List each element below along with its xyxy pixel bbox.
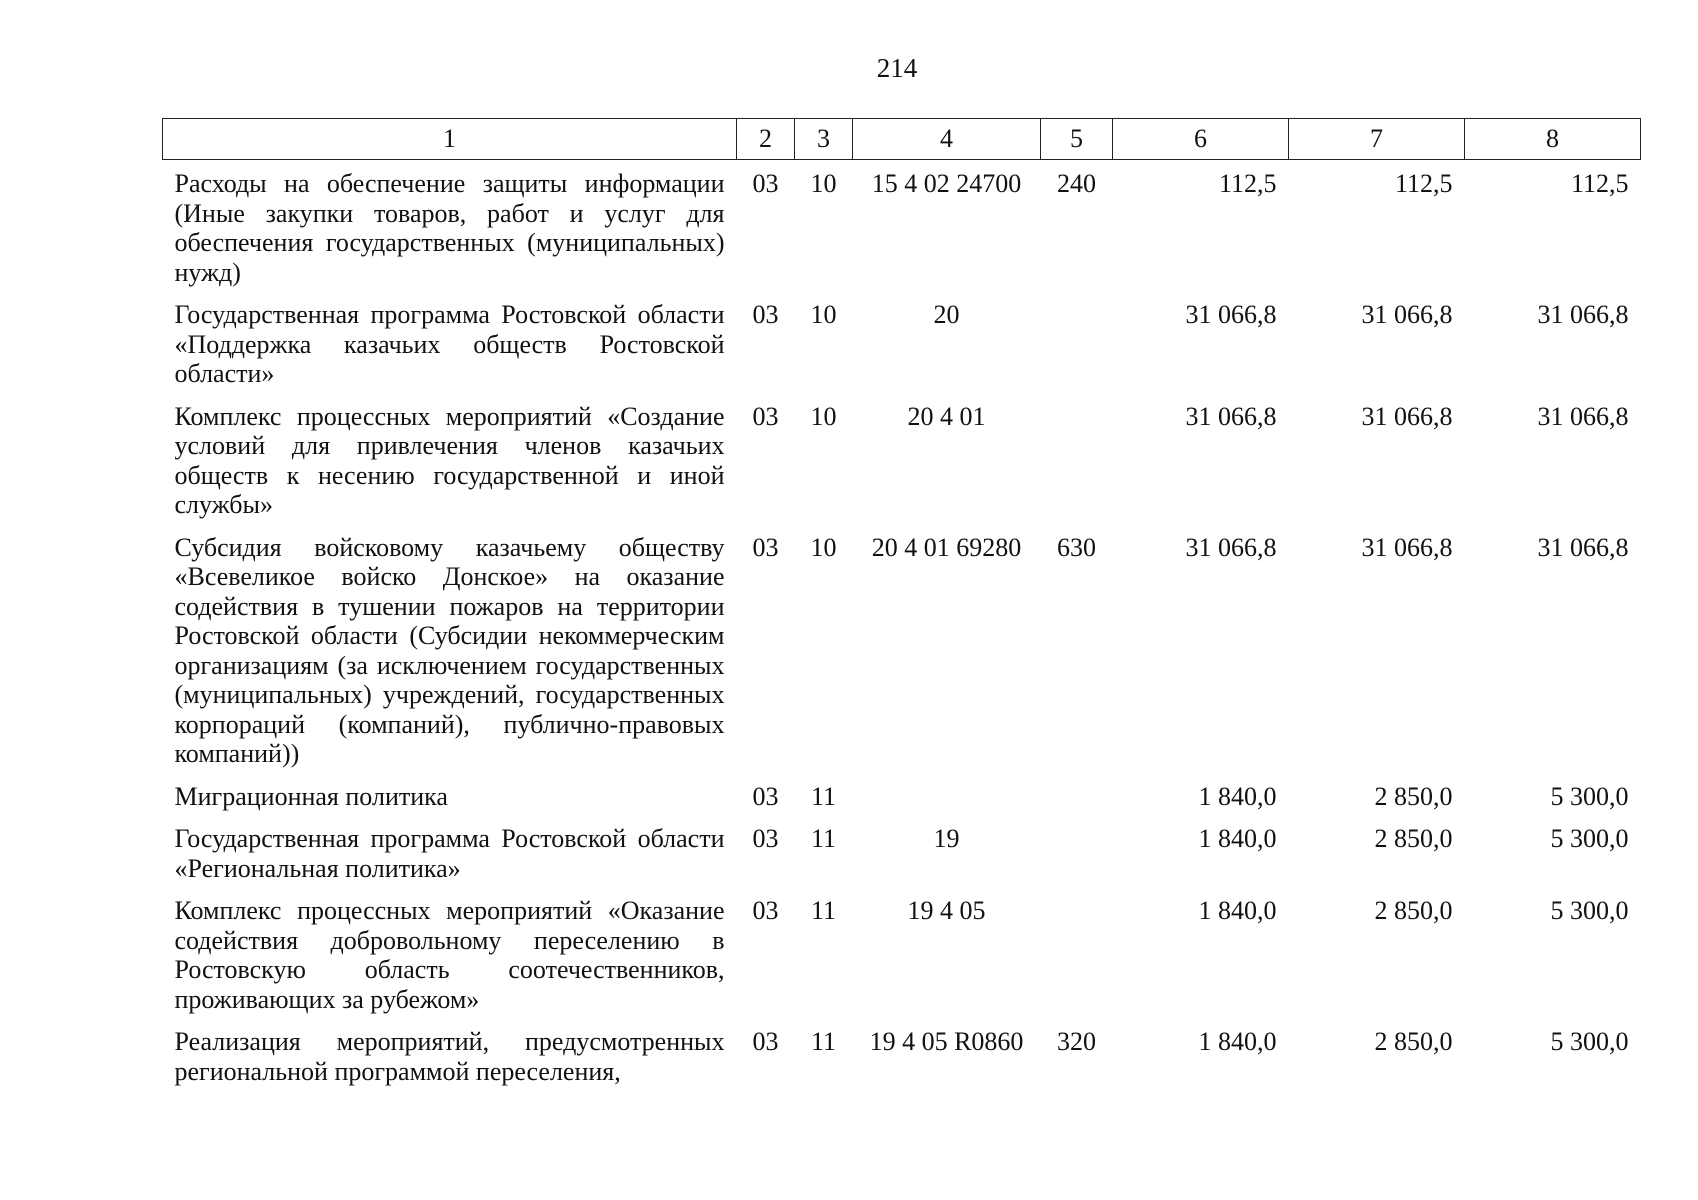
row-amount-7: 112,5 bbox=[1394, 169, 1453, 198]
row-amount-7: 2 850,0 bbox=[1374, 781, 1453, 811]
row-target-code: 19 4 05 R0860 bbox=[869, 1027, 1024, 1056]
row-subsection: 10 bbox=[810, 401, 837, 431]
row-section: 03 bbox=[752, 169, 779, 198]
table-row bbox=[163, 524, 1641, 773]
row-amount-8: 31 066,8 bbox=[1537, 300, 1629, 329]
row-amount-6: 31 066,8 bbox=[1185, 401, 1277, 431]
row-subsection: 11 bbox=[810, 1027, 837, 1056]
row-amount-8: 31 066,8 bbox=[1537, 532, 1629, 562]
row-section: 03 bbox=[752, 1027, 779, 1056]
budget-table bbox=[162, 118, 1641, 1090]
row-subsection: 11 bbox=[810, 781, 837, 811]
row-expense-type: 630 bbox=[1057, 532, 1096, 562]
row-amount-8: 5 300,0 bbox=[1550, 896, 1629, 925]
header-col-1: 1 bbox=[163, 119, 737, 160]
row-amount-8: 5 300,0 bbox=[1550, 824, 1629, 853]
row-expense-type bbox=[1041, 815, 1113, 887]
header-col-8: 8 bbox=[1465, 119, 1641, 160]
row-expense-type: 320 bbox=[1057, 1027, 1096, 1056]
row-amount-8: 112,5 bbox=[1570, 169, 1629, 198]
header-col-2: 2 bbox=[737, 119, 795, 160]
row-amount-8: 5 300,0 bbox=[1550, 781, 1629, 811]
row-amount-7: 31 066,8 bbox=[1361, 532, 1453, 562]
row-amount-6: 1 840,0 bbox=[1198, 1027, 1277, 1056]
row-name: Комплекс процессных мероприятий «Создание условий для привлечения членов казачьих обществ к несению государственной и иной службы» bbox=[174, 401, 725, 519]
row-expense-type bbox=[1041, 773, 1113, 816]
row-expense-type bbox=[1041, 291, 1113, 393]
row-name: Реализация мероприятий, предусмотренных региональной программой переселения, bbox=[174, 1027, 725, 1086]
row-section: 03 bbox=[752, 532, 779, 562]
table-row bbox=[163, 815, 1641, 887]
table-row bbox=[163, 773, 1641, 816]
row-subsection: 11 bbox=[810, 824, 837, 853]
row-subsection: 11 bbox=[810, 896, 837, 925]
row-amount-7: 2 850,0 bbox=[1374, 1027, 1453, 1056]
header-col-3: 3 bbox=[795, 119, 853, 160]
row-target-code: 20 4 01 bbox=[907, 401, 986, 431]
row-name: Расходы на обеспечение защиты информации (Иные закупки товаров, работ и услуг для обеспечения государственных (муниципальных) нужд) bbox=[174, 169, 725, 287]
row-name: Субсидия войсковому казачьему обществу «Всевеликое войско Донское» на оказание содействия в тушении пожаров на территории Ростовской области (Субсидии некоммерческим организациям (за исключением государственных (муниципальных) учреждений, государственных корпораций (компаний), публично-правовых компаний)) bbox=[174, 532, 725, 768]
row-amount-7: 2 850,0 bbox=[1374, 824, 1453, 853]
row-amount-6: 112,5 bbox=[1218, 169, 1277, 198]
row-amount-6: 1 840,0 bbox=[1198, 781, 1277, 811]
row-name: Комплекс процессных мероприятий «Оказание содействия добровольному переселению в Ростовскую область соотечественников, проживающих за рубежом» bbox=[174, 896, 725, 1014]
row-target-code: 20 4 01 69280 bbox=[871, 532, 1022, 562]
row-expense-type bbox=[1041, 393, 1113, 524]
row-section: 03 bbox=[752, 401, 779, 431]
row-target-code: 15 4 02 24700 bbox=[871, 169, 1022, 198]
row-amount-6: 1 840,0 bbox=[1198, 896, 1277, 925]
row-target-code: 20 bbox=[933, 300, 960, 329]
row-expense-type: 240 bbox=[1057, 169, 1096, 198]
table-row bbox=[163, 1018, 1641, 1090]
row-section: 03 bbox=[752, 300, 779, 329]
row-expense-type bbox=[1041, 887, 1113, 1018]
table-row bbox=[163, 291, 1641, 393]
row-target-code: 19 4 05 bbox=[907, 896, 986, 925]
row-amount-8: 5 300,0 bbox=[1550, 1027, 1629, 1056]
row-amount-7: 31 066,8 bbox=[1361, 401, 1453, 431]
row-subsection: 10 bbox=[810, 169, 837, 198]
header-col-6: 6 bbox=[1113, 119, 1289, 160]
row-section: 03 bbox=[752, 781, 779, 811]
page-number: 214 bbox=[876, 53, 918, 83]
row-target-code: 19 bbox=[933, 824, 960, 853]
row-amount-8: 31 066,8 bbox=[1537, 401, 1629, 431]
row-section: 03 bbox=[752, 824, 779, 853]
row-name: Государственная программа Ростовской области «Поддержка казачьих обществ Ростовской области» bbox=[174, 300, 725, 388]
row-amount-7: 2 850,0 bbox=[1374, 896, 1453, 925]
header-col-5: 5 bbox=[1041, 119, 1113, 160]
header-row bbox=[163, 119, 1641, 160]
header-col-4: 4 bbox=[853, 119, 1041, 160]
header-col-7: 7 bbox=[1289, 119, 1465, 160]
row-amount-6: 31 066,8 bbox=[1185, 300, 1277, 329]
row-name: Государственная программа Ростовской области «Региональная политика» bbox=[174, 824, 725, 883]
row-section: 03 bbox=[752, 896, 779, 925]
row-name: Миграционная политика bbox=[174, 781, 448, 811]
row-subsection: 10 bbox=[810, 532, 837, 562]
row-amount-7: 31 066,8 bbox=[1361, 300, 1453, 329]
table-row bbox=[163, 887, 1641, 1018]
row-subsection: 10 bbox=[810, 300, 837, 329]
row-amount-6: 1 840,0 bbox=[1198, 824, 1277, 853]
row-target-code bbox=[853, 773, 1041, 816]
table-row bbox=[163, 160, 1641, 292]
row-amount-6: 31 066,8 bbox=[1185, 532, 1277, 562]
table-row bbox=[163, 393, 1641, 524]
